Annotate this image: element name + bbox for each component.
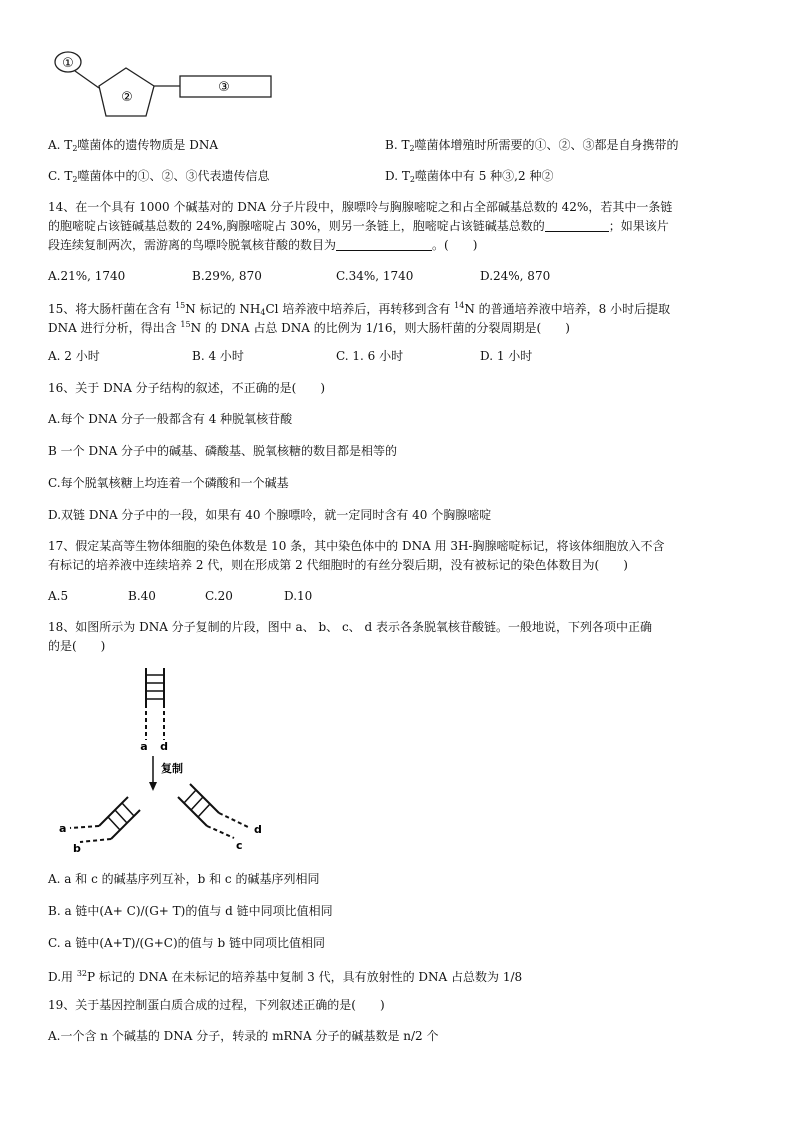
q14-option-d: D.24%, 870 bbox=[480, 269, 551, 283]
q16-option-c: C.每个脱氧核糖上均连着一个磷酸和一个碱基 bbox=[48, 476, 289, 490]
q14-option-a: A.21%, 1740 bbox=[48, 269, 126, 283]
label-d-right: d bbox=[254, 823, 262, 836]
label-a-top: a bbox=[140, 740, 148, 753]
q13-option-a: A. $T_2$噬菌体的遗传物质是 DNA bbox=[48, 138, 219, 153]
q18-line-1: 18、如图所示为 DNA 分子复制的片段，图中 a、 b、 c、 d 表示各条脱氧核苷酸链。一般地说，下列各项中正确 bbox=[48, 620, 652, 634]
diagram-label-3: ③ bbox=[218, 80, 230, 95]
q14-option-b: B.29%, 870 bbox=[192, 269, 262, 283]
q15-option-a: A. 2 小时 bbox=[48, 349, 100, 363]
q17-option-a: A.5 bbox=[48, 589, 69, 603]
q15-option-c: C. 1. 6 小时 bbox=[336, 349, 404, 363]
q15-option-d: D. 1 小时 bbox=[480, 349, 533, 363]
q13-option-d: D. $T_2$噬菌体中有 5 种③,2 种② bbox=[385, 169, 554, 184]
q14-line-2: 的胞嘧啶占该链碱基总数的 24%,胸腺嘧啶占 30%，则另一条链上，胞嘧啶占该链碱基总数的 ；如果该片 bbox=[48, 219, 669, 233]
q15-option-b: B. 4 小时 bbox=[192, 349, 244, 363]
label-c-right: c bbox=[236, 839, 243, 852]
q17-option-b: B.40 bbox=[128, 589, 156, 603]
q14-line-3: 段连续复制两次，需游离的鸟嘌呤脱氧核苷酸的数目为 。( ) bbox=[48, 238, 478, 252]
q17-line-2: 有标记的培养液中连续培养 2 代，则在形成第 2 代细胞时的有丝分裂后期，没有被标记的染色体数目为( ) bbox=[48, 558, 628, 572]
diagram-label-2: ② bbox=[121, 90, 133, 105]
q16-option-d: D.双链 DNA 分子中的一段，如果有 40 个腺嘌呤，就一定同时含有 40 个胸腺嘧啶 bbox=[48, 508, 492, 522]
q18-option-d: D.用 $^{32}$P 标记的 DNA 在未标记的培养基中复制 3 代，具有放射性的 DNA 占总数为 1/8 bbox=[48, 969, 523, 984]
q18-option-c: C. a 链中(A+T)/(G+C)的值与 b 链中同项比值相同 bbox=[48, 936, 325, 950]
q13-option-b: B. $T_2$噬菌体增殖时所需要的①、②、③都是自身携带的 bbox=[385, 138, 679, 153]
q16-stem: 16、关于 DNA 分子结构的叙述，不正确的是( ) bbox=[48, 381, 326, 395]
q18-option-b: B. a 链中(A+ C)/(G+ T)的值与 d 链中同项比值相同 bbox=[48, 904, 333, 918]
q18-option-a: A. a 和 c 的碱基序列互补，b 和 c 的碱基序列相同 bbox=[48, 872, 320, 886]
q15-line-1: 15、将大肠杆菌在含有 $^{15}$N 标记的 $NH_4Cl$ 培养液中培养后，再转移到含有 $^{14}$N 的普通培养液中培养，8 小时后提取 bbox=[48, 301, 671, 317]
q19-stem: 19、关于基因控制蛋白质合成的过程，下列叙述正确的是( ) bbox=[48, 998, 385, 1012]
q14-option-c: C.34%, 1740 bbox=[336, 269, 414, 283]
q17-option-c: C.20 bbox=[205, 589, 233, 603]
replication-label: 复制 bbox=[161, 762, 183, 775]
q16-option-b: B 一个 DNA 分子中的碱基、磷酸基、脱氧核糖的数目都是相等的 bbox=[48, 444, 398, 458]
label-d-top: d bbox=[160, 740, 168, 753]
q17-line-1: 17、假定某高等生物体细胞的染色体数是 10 条，其中染色体中的 DNA 用 3H-胸腺嘧啶标记，将该体细胞放入不含 bbox=[48, 539, 665, 553]
q14-line-1: 14、在一个具有 1000 个碱基对的 DNA 分子片段中，腺嘌呤与胸腺嘧啶之和占全部碱基总数的 42%，若其中一条链 bbox=[48, 200, 673, 214]
q19-option-a: A.一个含 n 个碱基的 DNA 分子，转录的 mRNA 分子的碱基数是 n/2 个 bbox=[48, 1029, 439, 1043]
diagram-label-1: ① bbox=[62, 56, 74, 71]
label-b-left: b bbox=[73, 842, 81, 855]
q15-line-2: DNA 进行分析，得出含 $^{15}$N 的 DNA 占总 DNA 的比例为 1/16，则大肠杆菌的分裂周期是( ) bbox=[48, 320, 570, 335]
q16-option-a: A.每个 DNA 分子一般都含有 4 种脱氧核苷酸 bbox=[48, 412, 293, 426]
label-a-left: a bbox=[59, 822, 67, 835]
q17-option-d: D.10 bbox=[284, 589, 313, 603]
q18-line-2: 的是( ) bbox=[48, 639, 106, 653]
q13-option-c: C. $T_2$噬菌体中的①、②、③代表遗传信息 bbox=[48, 169, 270, 184]
